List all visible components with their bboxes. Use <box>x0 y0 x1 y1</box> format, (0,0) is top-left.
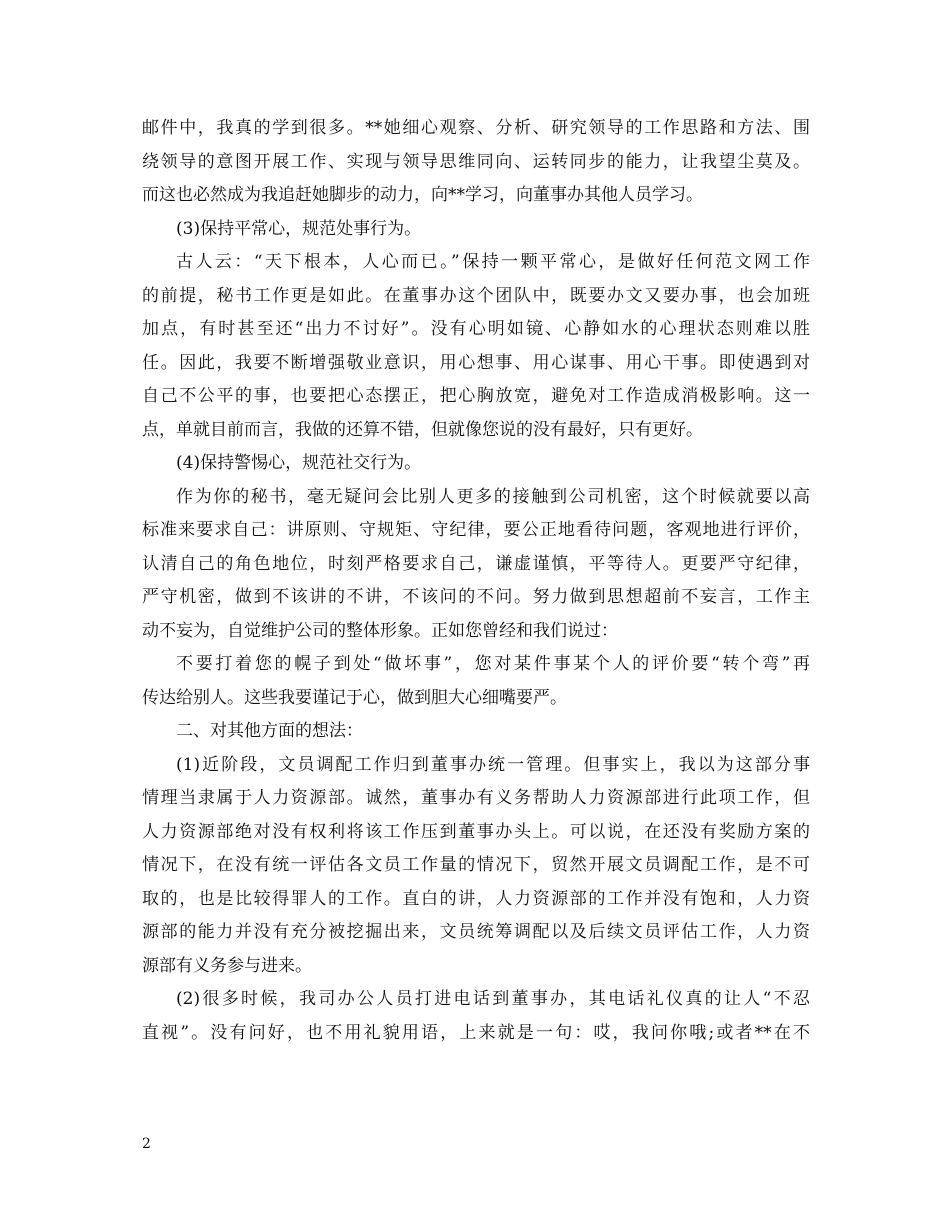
document-body <box>142 112 810 1050</box>
text-line: 任。因此，我要不断增强敬业意识，用心想事、用心谋事、用心干事。即使遇到对 <box>142 352 810 373</box>
text-line: 作为你的秘书，毫无疑问会比别人更多的接触到公司机密，这个时候就要以高 <box>176 486 810 507</box>
text-line: 源部的能力并没有充分被挖掘出来，文员统筹调配以及后续文员评估工作，人力资 <box>142 922 810 942</box>
text-line: 认清自己的角色地位，时刻严格要求自己，谦虚谨慎，平等待人。更要严守纪律， <box>142 553 810 574</box>
text-line: 而这也必然成为我追赶她脚步的动力，向**学习，向董事办其他人员学习。 <box>142 185 703 205</box>
text-line: 严守机密，做到不该讲的不讲，不该问的不问。努力做到思想超前不妄言，工作主 <box>142 587 810 607</box>
text-line: 点，单就目前而言，我做的还算不错，但就像您说的没有最好，只有更好。 <box>142 419 703 440</box>
text-line: (1)近阶段，文员调配工作归到董事办统一管理。但事实上，我以为这部分事 <box>176 754 810 775</box>
text-line: 源部有义务参与进来。 <box>142 955 312 976</box>
text-line: 直视”。没有问好，也不用礼貌用语，上来就是一句：哎，我问你哦;或者**在不 <box>142 1022 810 1043</box>
text-line: (3)保持平常心，规范处事行为。 <box>176 218 422 239</box>
text-line: 古人云：“天下根本，人心而已。”保持一颗平常心，是做好任何范文网工作 <box>176 252 810 272</box>
text-line: 二、对其他方面的想法： <box>176 721 363 741</box>
text-line: 不要打着您的幌子到处“做坏事”，您对某件事某个人的评价要“转个弯”再 <box>176 654 810 674</box>
text-line: 的前提，秘书工作更是如此。在董事办这个团队中，既要办文又要办事，也会加班 <box>142 285 810 306</box>
text-line: 动不妄为，自觉维护公司的整体形象。正如您曾经和我们说过： <box>142 620 618 641</box>
text-line: 传达给别人。这些我要谨记于心，做到胆大心细嘴要严。 <box>142 687 567 708</box>
text-line: 取的，也是比较得罪人的工作。直白的讲，人力资源部的工作并没有饱和，人力资 <box>142 888 810 909</box>
text-line: 标准来要求自己：讲原则、守规矩、守纪律，要公正地看待问题，客观地进行评价， <box>142 520 810 540</box>
text-line: 情理当隶属于人力资源部。诚然，董事办有义务帮助人力资源部进行此项工作，但 <box>142 788 810 808</box>
text-line: 自己不公平的事，也要把心态摆正，把心胸放宽，避免对工作造成消极影响。这一 <box>142 386 810 406</box>
text-line: 人力资源部绝对没有权利将该工作压到董事办头上。可以说，在还没有奖励方案的 <box>142 821 810 842</box>
text-line: 情况下，在没有统一评估各文员工作量的情况下，贸然开展文员调配工作，是不可 <box>142 855 810 875</box>
text-line: (4)保持警惕心，规范社交行为。 <box>176 453 422 473</box>
page-number: 2 <box>142 1136 151 1152</box>
text-line: 加点，有时甚至还“出力不讨好”。没有心明如镜、心静如水的心理状态则难以胜 <box>142 319 810 339</box>
text-line: 邮件中，我真的学到很多。**她细心观察、分析、研究领导的工作思路和方法、围 <box>142 118 810 138</box>
text-line: 绕领导的意图开展工作、实现与领导思维同向、运转同步的能力，让我望尘莫及。 <box>142 151 810 172</box>
text-line: (2)很多时候，我司办公人员打进电话到董事办，其电话礼仪真的让人“不忍 <box>176 989 810 1009</box>
